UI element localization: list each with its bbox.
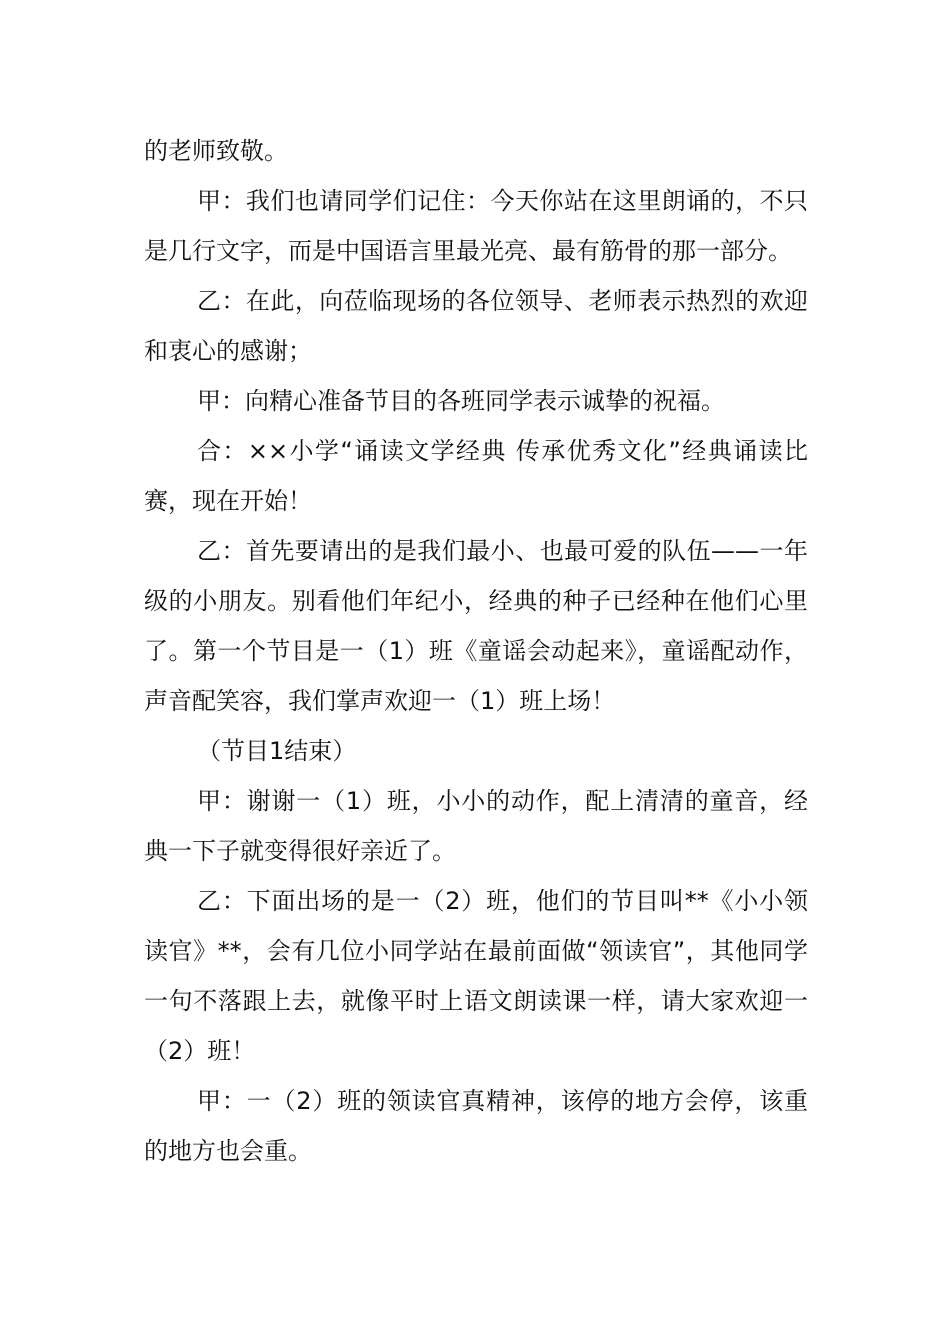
paragraph-yi-welcome: 乙：在此，向莅临现场的各位领导、老师表示热烈的欢迎和衷心的感谢； xyxy=(144,287,808,365)
paragraph-jia-blessing: 甲：向精心准备节目的各班同学表示诚挚的祝福。 xyxy=(197,387,725,415)
document-body xyxy=(144,126,808,1176)
paragraph-jia-thanks: 甲：谢谢一（1）班，小小的动作，配上清清的童音，经典一下子就变得很好亲近了。 xyxy=(144,787,808,865)
paragraph-program-1-end: （节目1结束） xyxy=(197,737,357,765)
paragraph-he-opening: 合：××小学“诵读文学经典 传承优秀文化”经典诵读比赛，现在开始！ xyxy=(144,437,808,515)
paragraph-jia-remember: 甲：我们也请同学们记住：今天你站在这里朗诵的，不只是几行文字，而是中国语言里最光亮、最有筋骨的那一部分。 xyxy=(144,187,808,265)
paragraph-jia-comment: 甲：一（2）班的领读官真精神，该停的地方会停，该重的地方也会重。 xyxy=(144,1087,808,1165)
paragraph-yi-first-program: 乙：首先要请出的是我们最小、也最可爱的队伍——一年级的小朋友。别看他们年纪小，经典的种子已经种在他们心里了。第一个节目是一（1）班《童谣会动起来》，童谣配动作，声音配笑容，我们掌声欢迎一（1）班上场！ xyxy=(144,537,808,715)
paragraph-continuation: 的老师致敬。 xyxy=(144,137,288,165)
paragraph-yi-second-program: 乙：下面出场的是一（2）班，他们的节目叫**《小小领读官》**，会有几位小同学站在最前面做“领读官”，其他同学一句不落跟上去，就像平时上语文朗读课一样，请大家欢迎一（2）班！ xyxy=(144,887,808,1065)
